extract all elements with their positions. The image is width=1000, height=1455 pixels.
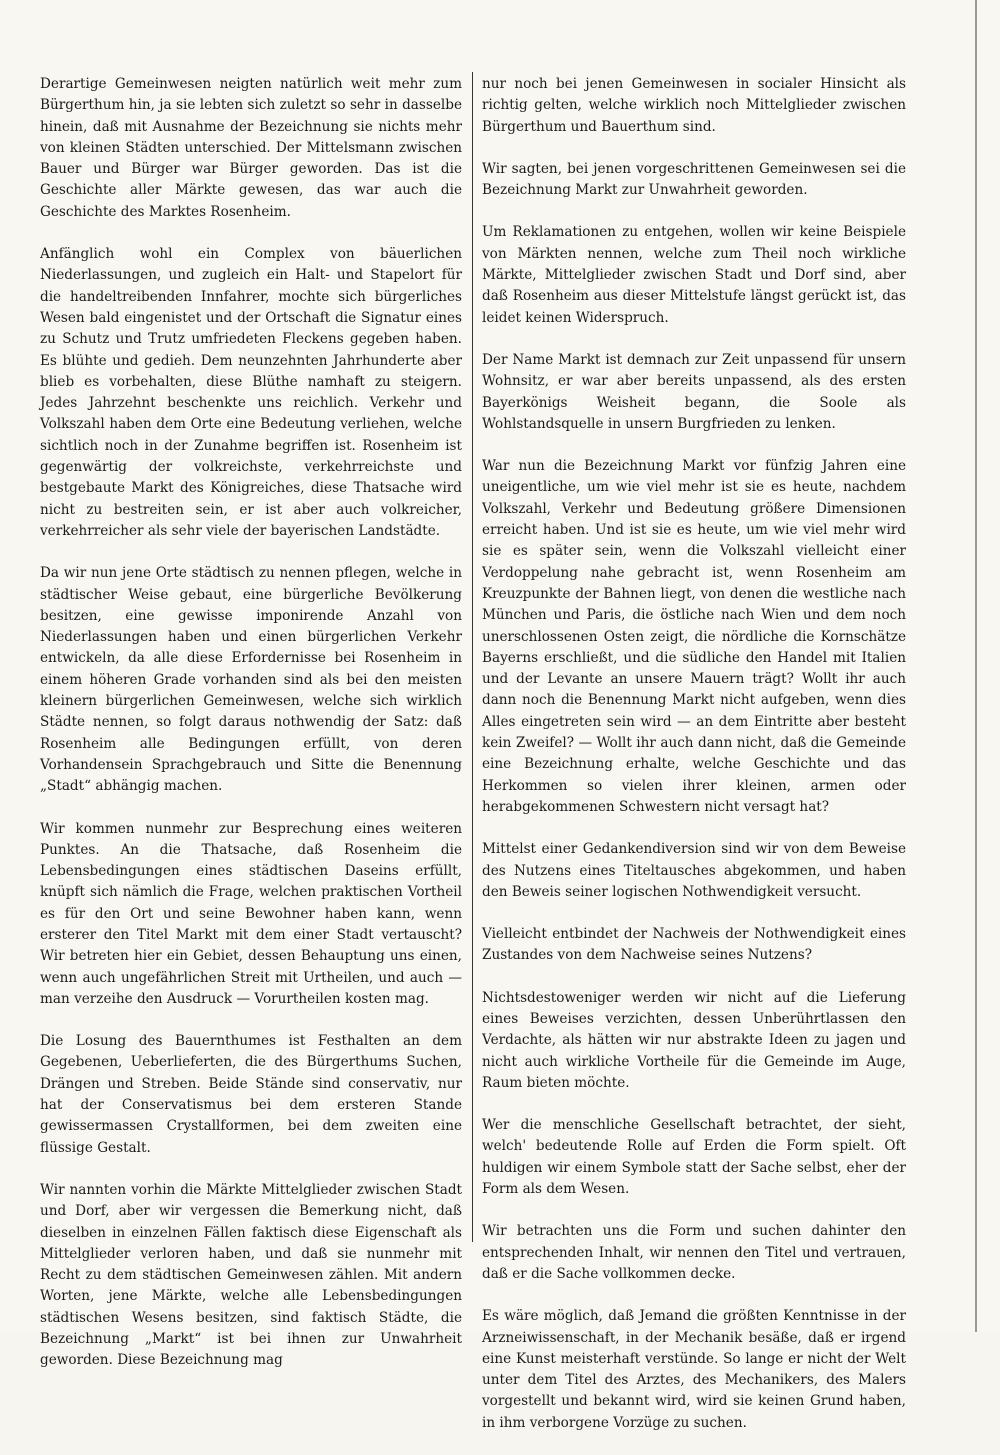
right-column bbox=[482, 74, 906, 1455]
paragraph: Da wir nun jene Orte städtisch zu nennen pflegen, welche in städtischer Weise gebaut, eine bürgerliche Bevölkerung besitzen, eine gewisse imponirende Anzahl von Niederlassungen haben und einen bürgerlichen Verkehr entwickeln, da alle diese Erfordernisse bei Rosenheim in einem höheren Grade vorhanden sind als bei den meisten kleinern bürgerlichen Gemeinwesen, welche sich wirklich Städte nennen, so folgt daraus nothwendig der Satz: daß Rosenheim alle Bedingungen erfüllt, von deren Vorhandensein Sprachgebrauch und Sitte die Benennung „Stadt“ abhängig machen. bbox=[40, 565, 462, 795]
paragraph: Vielleicht entbindet der Nachweis der Nothwendigkeit eines Zustandes von dem Nachweise seines Nutzens? bbox=[482, 926, 906, 964]
paragraph: Wer die menschliche Gesellschaft betrachtet, der sieht, welch' bedeutende Rolle auf Erden die Form spielt. Oft huldigen wir einem Symbole statt der Sache selbst, eher der Form als dem Wesen. bbox=[482, 1117, 906, 1198]
paragraph: nur noch bei jenen Gemeinwesen in socialer Hinsicht als richtig gelten, welche wirklich noch Mittelglieder zwischen Bürgerthum und Bauerthum sind. bbox=[482, 76, 906, 135]
paragraph: Wir nannten vorhin die Märkte Mittelglieder zwischen Stadt und Dorf, aber wir vergessen die Bemerkung nicht, daß dieselben in einzelnen Fällen faktisch diese Eigenschaft als Mittelglieder verloren haben, und daß sie nunmehr mit Recht zu dem städtischen Gemeinwesen zählen. Mit andern Worten, jene Märkte, welche alle Lebensbedingungen städtischen Wesens besitzen, sind faktisch Städte, die Bezeichnung „Markt“ ist bei ihnen zur Unwahrheit geworden. Diese Bezeichnung mag bbox=[40, 1181, 462, 1369]
column-divider bbox=[472, 72, 473, 1242]
paragraph: War nun die Bezeichnung Markt vor fünfzig Jahren eine uneigentliche, um wie viel mehr ist sie es heute, nachdem Volkszahl, Verkehr und Bedeutung größere Dimensionen erreicht haben. Und ist sie es heute, um wie viel mehr wird sie es später sein, wenn die Volkszahl vielleicht einer Verdoppelung nahe gebracht ist, wenn Rosenheim am Kreuzpunkte der Bahnen liegt, von denen die westliche nach München und Paris, die östliche nach Wien und dem noch unerschlossenen Osten zeigt, die nördliche die Kornschätze Bayerns erschließt, und die südliche den Handel mit Italien und der Levante an unsere Mauern trägt? Wollt ihr auch dann noch die Benennung Markt nicht aufgeben, wenn dies Alles eingetreten sein wird — an dem Eintritte aber besteht kein Zweifel? — Wollt ihr auch dann nicht, daß die Gemeinde eine Bezeichnung erhalte, welche Geschichte und das Herkommen so vielen ihrer kleinen, armen oder herabgekommenen Schwestern nicht versagt hat? bbox=[482, 458, 906, 815]
paragraph: Mittelst einer Gedankendiversion sind wir von dem Beweise des Nutzens eines Titeltausches abgekommen, und haben den Beweis seiner logischen Nothwendigkeit versucht. bbox=[482, 841, 906, 900]
paragraph: Wir sagten, bei jenen vorgeschrittenen Gemeinwesen sei die Bezeichnung Markt zur Unwahrheit geworden. bbox=[482, 160, 906, 199]
paragraph: Der Name Markt ist demnach zur Zeit unpassend für unsern Wohnsitz, er war aber bereits unpassend, als des ersten Bayerkönigs Weisheit begann, die Soole als Wohlstandsquelle in unsern Burgfrieden zu lenken. bbox=[482, 351, 906, 432]
paragraph: Um Reklamationen zu entgehen, wollen wir keine Beispiele von Märkten nennen, welche zum Theil noch wirkliche Märkte, Mittelglieder zwischen Stadt und Dorf sind, aber daß Rosenheim aus dieser Mittelstufe längst gerückt ist, das leidet keinen Widerspruch. bbox=[482, 224, 906, 326]
paragraph: Derartige Gemeinwesen neigten natürlich weit mehr zum Bürgerthum hin, ja sie lebten sich zuletzt so sehr in dasselbe hinein, daß mit Ausnahme der Bezeichnung sie nichts mehr von kleinen Städten unterschied. Der Mittelsmann zwischen Bauer und Bürger war Bürger geworden. Das ist die Geschichte aller Märkte gewesen, das war auch die Geschichte des Marktes Rosenheim. bbox=[40, 76, 462, 220]
paragraph: Wir betrachten uns die Form und suchen dahinter den entsprechenden Inhalt, wir nennen den Titel und vertrauen, daß er die Sache vollkommen decke. bbox=[482, 1223, 906, 1282]
paragraph: Nichtsdestoweniger werden wir nicht auf die Lieferung eines Beweises verzichten, dessen Unberührtlassen den Verdachte, als hätten wir nur abstrakte Ideen zu jagen und nicht auch wirkliche Vortheile für die Gemeinde im Auge, Raum bieten möchte. bbox=[482, 989, 906, 1091]
page-edge-shadow bbox=[975, 0, 977, 1332]
paragraph: Die Losung des Bauernthumes ist Festhalten an dem Gegebenen, Ueberlieferten, die des Bürgerthums Suchen, Drängen und Streben. Beide Stände sind conservativ, nur hat der Conservatismus bei dem ersteren Stande gewissermassen Crystallformen, bei dem zweiten eine flüssige Gestalt. bbox=[40, 1033, 462, 1156]
paragraph: Anfänglich wohl ein Complex von bäuerlichen Niederlassungen, und zugleich ein Halt- und Stapelort für die handeltreibenden Innfahrer, mochte sich bürgerliches Wesen bald eingenistet und der Ortschaft die Signatur eines zu Schutz und Trutz umfriedeten Fleckens gegeben haben. Es blühte und gedieh. Dem neunzehnten Jahrhunderte aber blieb es vorbehalten, diese Blüthe namhaft zu steigern. Jedes Jahrzehnt beschenkte uns reichlich. Verkehr und Volkszahl haben dem Orte eine Bedeutung verliehen, welche sichtlich noch in der Zunahme begriffen ist. Rosenheim ist gegenwärtig der volkreichste, verkehrreichste und bestgebaute Markt des Königreiches, diese Thatsache wird nicht zu bestreiten sein, er ist aber auch volkreicher, verkehrreicher als sehr viele der bayerischen Landstädte. bbox=[40, 246, 462, 539]
paragraph: Es wäre möglich, daß Jemand die größten Kenntnisse in der Arzneiwissenschaft, in der Mechanik besäße, daß er irgend eine Kunst meisterhaft verstünde. So lange er nicht der Welt unter dem Titel des Arztes, des Mechanikers, des Malers vorgestellt und bekannt wird, wird sie keinen Grund haben, in ihm verborgene Vorzüge zu suchen. bbox=[482, 1308, 906, 1431]
left-column bbox=[40, 74, 462, 1393]
paragraph: Wir kommen nunmehr zur Besprechung eines weiteren Punktes. An die Thatsache, daß Rosenheim die Lebensbedingungen eines städtischen Daseins erfüllt, knüpft sich nämlich die Frage, welchen praktischen Vortheil es für den Ort und seine Bewohner haben kann, wenn ersterer den Titel Markt mit dem einer Stadt vertauscht? Wir betreten hier ein Gebiet, dessen Behauptung uns einen, wenn auch ungefährlichen Streit mit Urtheilen, und auch — man verzeihe den Ausdruck — Vorurtheilen kosten mag. bbox=[40, 820, 462, 1007]
